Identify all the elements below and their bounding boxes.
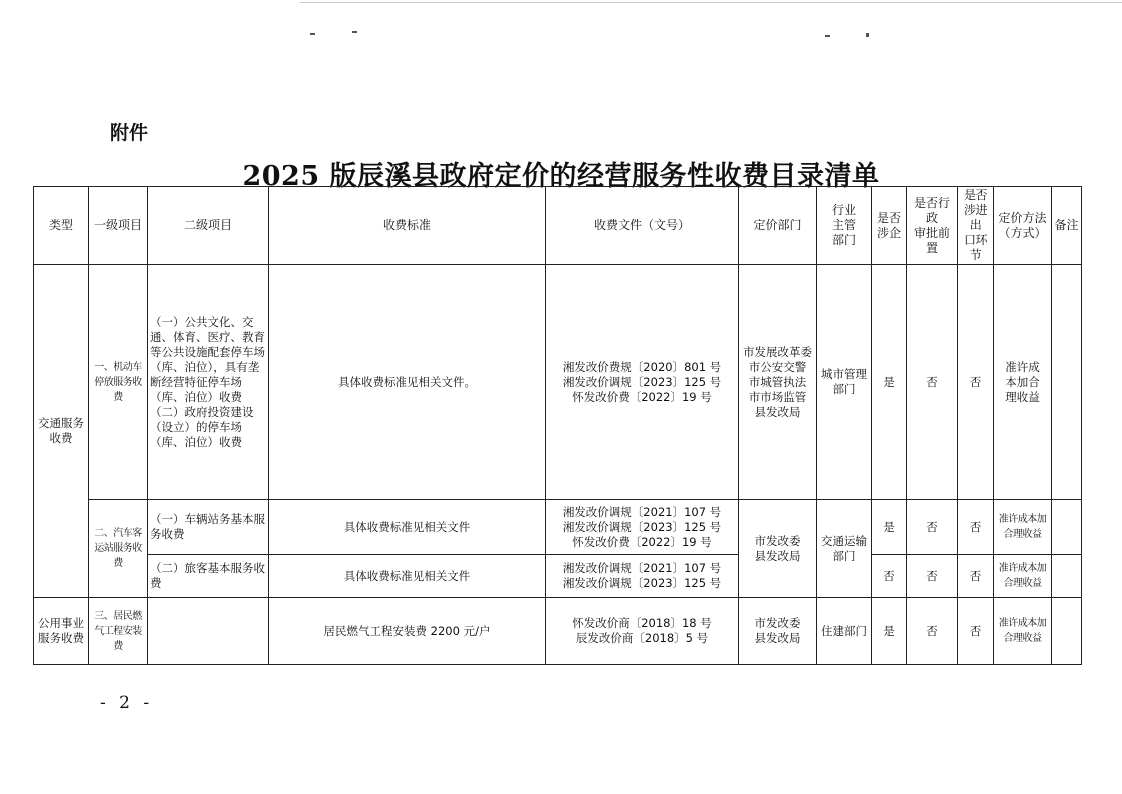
cell-import-export: 否: [958, 598, 994, 665]
cell-admin-approval: 否: [907, 598, 958, 665]
cell-pricing-method: 准许成 本加合 理收益: [994, 265, 1052, 500]
table-row: [34, 555, 1082, 598]
cell-standard: 居民燃气工程安装费 2200 元/户: [269, 598, 546, 665]
scan-speck: [825, 35, 830, 37]
cell-pricing-method: 准许成本加 合理收益: [994, 500, 1052, 555]
cell-remarks: [1052, 598, 1082, 665]
cell-remarks: [1052, 555, 1082, 598]
cell-enterprise: 是: [872, 500, 907, 555]
header-industry-dept: 行业 主管 部门: [817, 187, 872, 265]
cell-standard: 具体收费标准见相关文件。: [269, 265, 546, 500]
cell-pricing-method: 准许成本加 合理收益: [994, 555, 1052, 598]
cell-document: 怀发改价商〔2018〕18 号 辰发改价商〔2018〕5 号: [546, 598, 739, 665]
header-enterprise: 是否 涉企: [872, 187, 907, 265]
attachment-label: 附件: [110, 122, 149, 144]
cell-level2: （一）车辆站务基本服务收费: [148, 500, 269, 555]
cell-level1: 一、机动车停放服务收费: [89, 265, 148, 500]
cell-industry-dept: 交通运输 部门: [817, 500, 872, 598]
scan-speck: [866, 33, 869, 37]
cell-level1: 三、居民燃气工程安装费: [89, 598, 148, 665]
cell-pricing-dept: 市发改委 县发改局: [739, 598, 817, 665]
header-standard: 收费标准: [269, 187, 546, 265]
table-row: [34, 598, 1082, 665]
cell-admin-approval: 否: [907, 500, 958, 555]
header-admin-approval: 是否行政 审批前置: [907, 187, 958, 265]
cell-level1: 二、汽车客运站服务收费: [89, 500, 148, 598]
cell-document: 湘发改价费规〔2020〕801 号 湘发改价调规〔2023〕125 号 怀发改价费〔2022〕19 号: [546, 265, 739, 500]
cell-level2: （一）公共文化、交通、体育、医疗、教育等公共设施配套停车场（库、泊位），具有垄断经营特征停车场（库、泊位）收费 （二）政府投资建设（设立）的停车场（库、泊位）收费: [148, 265, 269, 500]
cell-enterprise: 是: [872, 598, 907, 665]
table-row: [34, 500, 1082, 555]
scan-speck: [310, 33, 315, 35]
header-pricing-dept: 定价部门: [739, 187, 817, 265]
table-row: [34, 265, 1082, 500]
scan-speck: [352, 31, 357, 33]
header-document: 收费文件（文号）: [546, 187, 739, 265]
cell-level2: （二）旅客基本服务收费: [148, 555, 269, 598]
header-remarks: 备注: [1052, 187, 1082, 265]
header-pricing-method: 定价方法 （方式）: [994, 187, 1052, 265]
cell-industry-dept: 城市管理 部门: [817, 265, 872, 500]
fee-catalog-table: [33, 186, 1082, 665]
cell-type: 公用事业 服务收费: [34, 598, 89, 665]
cell-import-export: 否: [958, 265, 994, 500]
document-title: 2025 版辰溪县政府定价的经营服务性收费目录清单: [242, 161, 880, 192]
cell-import-export: 否: [958, 500, 994, 555]
cell-pricing-dept: 市发展改革委 市公安交警 市城管执法 市市场监管 县发改局: [739, 265, 817, 500]
cell-remarks: [1052, 265, 1082, 500]
page-number: - 2 -: [100, 693, 154, 713]
cell-admin-approval: 否: [907, 265, 958, 500]
cell-import-export: 否: [958, 555, 994, 598]
cell-remarks: [1052, 500, 1082, 555]
cell-pricing-method: 准许成本加 合理收益: [994, 598, 1052, 665]
header-level1: 一级项目: [89, 187, 148, 265]
cell-industry-dept: 住建部门: [817, 598, 872, 665]
cell-standard: 具体收费标准见相关文件: [269, 555, 546, 598]
header-level2: 二级项目: [148, 187, 269, 265]
table-header-row: [34, 187, 1082, 265]
cell-enterprise: 否: [872, 555, 907, 598]
cell-document: 湘发改价调规〔2021〕107 号 湘发改价调规〔2023〕125 号 怀发改价费〔2022〕19 号: [546, 500, 739, 555]
cell-pricing-dept: 市发改委 县发改局: [739, 500, 817, 598]
cell-enterprise: 是: [872, 265, 907, 500]
header-import-export: 是否 涉进出 口环节: [958, 187, 994, 265]
cell-document: 湘发改价调规〔2021〕107 号 湘发改价调规〔2023〕125 号: [546, 555, 739, 598]
header-type: 类型: [34, 187, 89, 265]
scan-edge-line: [300, 2, 1122, 3]
cell-standard: 具体收费标准见相关文件: [269, 500, 546, 555]
cell-level2: [148, 598, 269, 665]
cell-admin-approval: 否: [907, 555, 958, 598]
cell-type: 交通服务 收费: [34, 265, 89, 598]
